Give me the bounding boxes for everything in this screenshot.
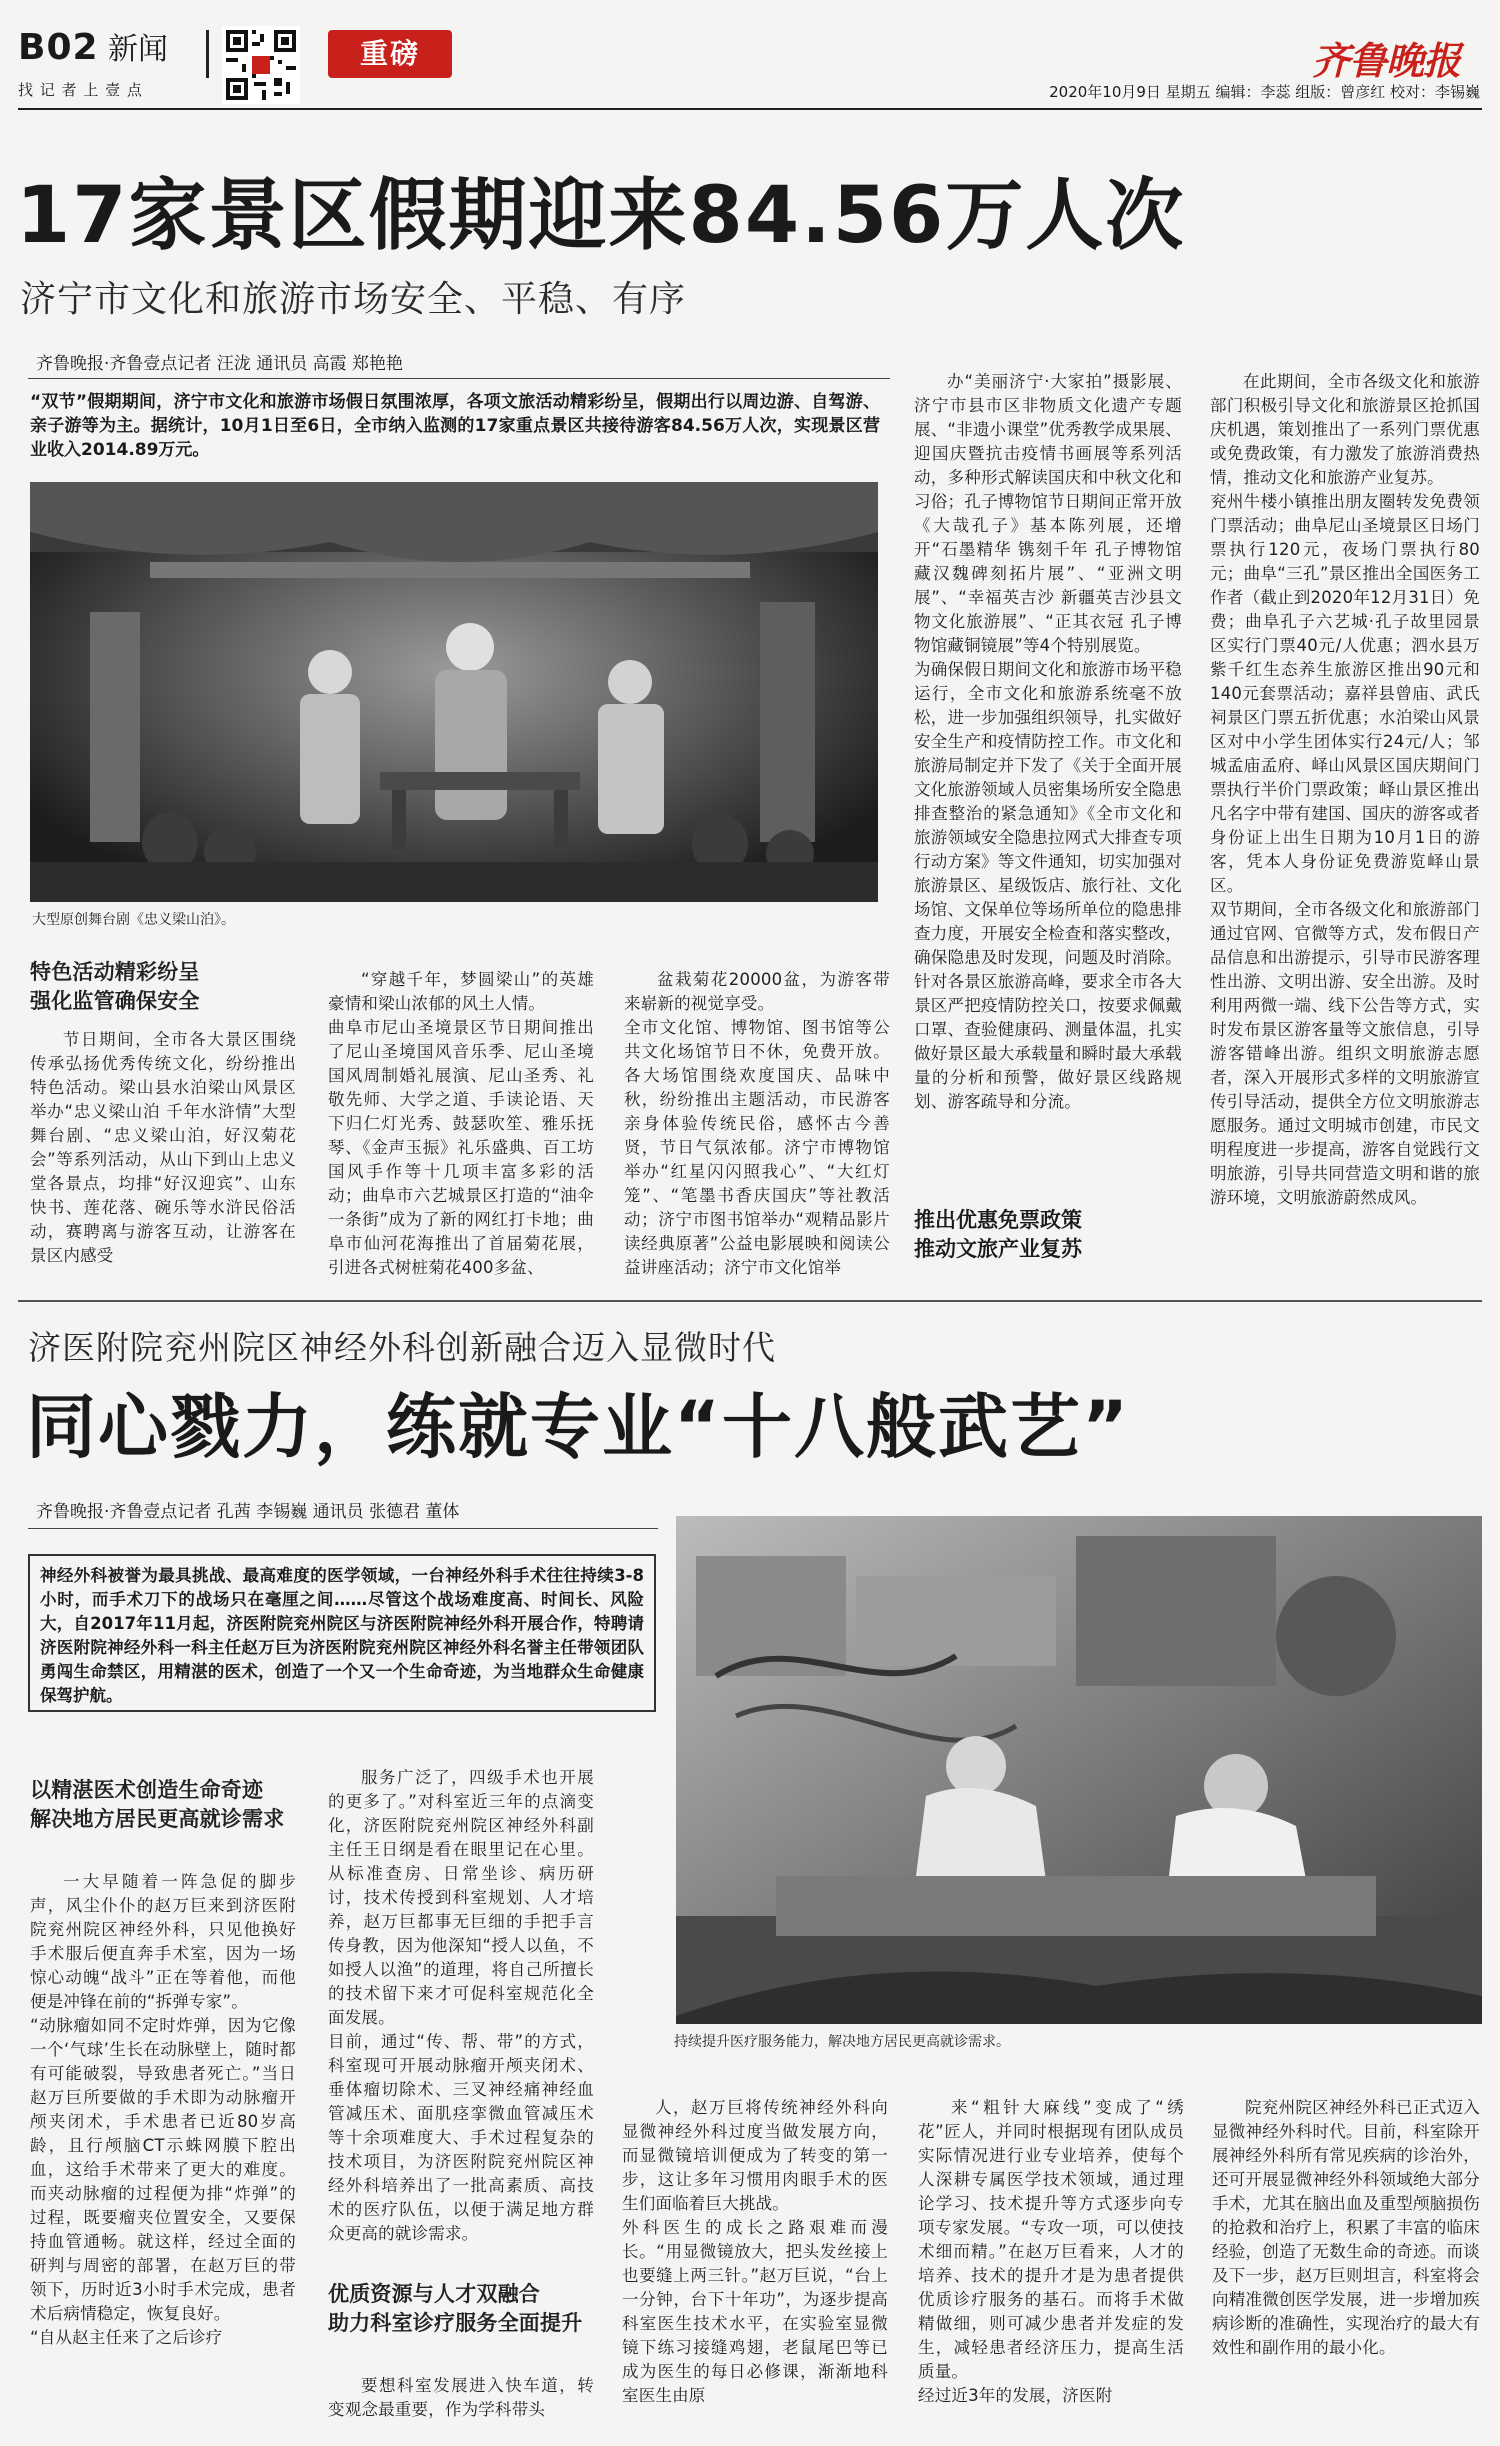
tag-label: 重磅: [359, 37, 420, 70]
story1-col2: [328, 944, 594, 1304]
story2-col4: [918, 2072, 1184, 2432]
page-code: B02: [18, 27, 99, 68]
story2-lead-box: [28, 1554, 656, 1712]
story1-lead: “双节”假期期间，济宁市文化和旅游市场假日氛围浓厚，各项文旅活动精彩纷呈，假期出行以周边游、自驾游、亲子游等为主。据统计，10月1日至6日，全市纳入监测的17家重点景区共接待游客84.56万人次，实现景区营业收入2014.89万元。: [30, 392, 880, 460]
stage-photo: [30, 482, 878, 902]
story2-kicker: 济医附院兖州院区神经外科创新融合迈入显微时代: [28, 1328, 776, 1367]
story2-byline-rule: [28, 1528, 658, 1529]
story1-col5: [1210, 346, 1480, 1234]
story1-subhead-b: 推出优惠免票政策 推动文旅产业复苏: [914, 1208, 1082, 1261]
story1-subhead: 济宁市文化和旅游市场安全、平稳、有序: [20, 279, 687, 320]
story1-subhead-a: 特色活动精彩纷呈 强化监管确保安全: [30, 960, 200, 1013]
section-divider: [18, 1300, 1482, 1302]
story1-col1: [30, 948, 296, 1268]
story1-col5-text: 在此期间，全市各级文化和旅游部门积极引导文化和旅游景区抢抓国庆机遇，策划推出了一系列门票优惠或免费政策，有力激发了旅游消费热情，推动文化和旅游产业复苏。 兖州牛楼小镇推出朋友圈转发免费领门票活动；曲阜尼山圣境景区日场门票执行120元，夜场门票执行80元；曲阜“三孔”景区推出全国医务工作者（截止到2020年12月31日）免费；曲阜孔子六艺城·孔子故里园景区实行门票40元/人优惠；泗水县万紫千红生态养生旅游区推出90元和140元套票活动；嘉祥县曾庙、武氏祠景区门票五折优惠；水泊梁山风景区对中小学生团体实行24元/人；邹城孟庙孟府、峄山风景区国庆期间门票执行半价门票政策；峄山景区推出凡名字中带有建国、国庆的游客或者身份证上出生日期为10月1日的游客，凭本人身份证免费游览峄山景区。 双节期间，全市各级文化和旅游部门通过官网、官微等方式，发布假日产品信息和出游提示，引导市民游客理性出游、文明出游、安全出游。及时利用两微一端、线下公告等方式，实时发布景区游客量等文旅信息，引导游客错峰出游。组织文明旅游志愿者，深入开展形式多样的文明旅游宣传引导活动，提供全方位文明旅游志愿服务。通过文明城市创建，市民文明程度进一步提高，游客自觉践行文明旅游，引导共同营造文明和谐的旅游环境，文明旅游蔚然成风。: [1210, 372, 1480, 1207]
story2-col1: [30, 1752, 296, 2374]
story2-headline: 同心戮力，练就专业“十八般武艺”: [26, 1386, 1131, 1468]
story2-col2: [328, 1742, 594, 2446]
header-rule: [18, 108, 1482, 110]
story2-col3-text: 人，赵万巨将传统神经外科向显微神经外科过度当做发展方向，而显微镜培训便成为了转变的第一步，这让多年习惯用肉眼手术的医生们面临着巨大挑战。 外科医生的成长之路艰难而漫长。“用显微镜放大，把头发丝接上也要缝上两三针。”赵万巨说，“台上一分钟，台下十年功”，为逐步提高科室医生技术水平，在实验室显微镜下练习接缝鸡翅，老鼠尾巴等已成为医生的每日必修课，渐渐地科室医生由原: [622, 2098, 888, 2405]
story1-col1-text: 节日期间，全市各大景区围绕传承弘扬优秀传统文化，纷纷推出特色活动。梁山县水泊梁山风景区举办“忠义梁山泊 千年水浒情”大型舞台剧、“忠义梁山泊，好汉菊花会”等系列活动，从山下到山上忠义堂各景点，均排“好汉迎宾”、山东快书、莲花落、碗乐等水浒民俗活动，赛聘离与游客互动，让游客在景区内感受: [30, 1030, 296, 1265]
story1-col4: [914, 346, 1182, 1138]
story2-col4-text: 来“粗针大麻线”变成了“绣花”匠人，并同时根据现有团队成员实际情况进行业专业培养，使每个人深耕专属医学技术领域，通过理论学习、技术提升等方式逐步向专项专家发展。“专攻一项，可以使技术细而精。”在赵万巨看来，人才的培养、技术的提升才是为患者提供优质诊疗服务的基石。而将手术做精做细，则可减少患者并发症的发生，减轻患者经济压力，提高生活质量。 经过近3年的发展，济医附: [918, 2098, 1184, 2405]
story2-col5: [1212, 2072, 1480, 2384]
section-name: 新闻: [108, 32, 168, 67]
story1-col3-text: 盆栽菊花20000盆，为游客带来崭新的视觉享受。 全市文化馆、博物馆、图书馆等公共文化场馆节日不休，免费开放。各大场馆围绕欢度国庆、品味中秋，纷纷推出主题活动，市民游客亲身体验传统民俗，感怀古今善贤，节日气氛浓郁。济宁市博物馆举办“红星闪闪照我心”、“大红灯笼”、“笔墨书香庆国庆”等社教活动；济宁市图书馆举办“观精品影片 读经典原著”公益电影展映和阅读公益讲座活动；济宁市文化馆举: [624, 970, 890, 1277]
story1-col4-text: 办“美丽济宁·大家拍”摄影展、济宁市县市区非物质文化遗产专题展、“非遗小课堂”优秀教学成果展、迎国庆暨抗击疫情书画展等系列活动，多种形式解读国庆和中秋文化和习俗；孔子博物馆节日期间正常开放《大哉孔子》基本陈列展，还增开“石墨精华 镌刻千年 孔子博物馆藏汉魏碑刻拓片展”、“亚洲文明展”、“幸福英吉沙 新疆英吉沙县文物文化旅游展”、“正其衣冠 孔子博物馆藏铜镜展”等4个特别展览。 为确保假日期间文化和旅游市场平稳运行，全市文化和旅游系统毫不放松，进一步加强组织领导，扎实做好安全生产和疫情防控工作。市文化和旅游局制定并下发了《关于全面开展文化旅游领域人员密集场所安全隐患排查整治的紧急通知》《全市文化和旅游领域安全隐患拉网式大排查专项行动方案》等文件通知，切实加强对旅游景区、星级饭店、旅行社、文化场馆、文保单位等场所单位的隐患排查力度，开展安全检查和落实整改，确保隐患及时发现，问题及时消除。针对各景区旅游高峰，要求全市各大景区严把疫情防控关口，按要求佩戴口罩、查验健康码、测量体温，扎实做好景区最大承载量和瞬时最大承载量的分析和预警，做好景区线路规划、游客疏导和分流。: [914, 372, 1182, 1111]
surgery-photo: [676, 1516, 1482, 2024]
story1-byline-rule: [28, 378, 890, 379]
story2-col5-text: 院兖州院区神经外科已正式迈入显微神经外科时代。目前，科室除开展神经外科所有常见疾病的诊治外，还可开展显微神经外科领域绝大部分手术，尤其在脑出血及重型颅脑损伤的抢救和治疗上，积累了丰富的临床经验，创造了无数生命的奇迹。而谈及下一步，赵万巨则坦言，科室将会向精准微创医学发展，进一步增加疾病诊断的准确性，实现治疗的最大有效性和副作用的最小化。: [1212, 2098, 1480, 2357]
surgery-photo-caption: 持续提升医疗服务能力，解决地方居民更高就诊需求。: [674, 2034, 1010, 2050]
stage-photo-caption: 大型原创舞台剧《忠义梁山泊》。: [32, 912, 235, 928]
date-line: 2020年10月9日 星期五 编辑：李蕊 组版：曾彦红 校对：李锡巍: [1049, 83, 1480, 101]
story1-col2-text: “穿越千年，梦圆梁山”的英雄豪情和梁山浓郁的风土人情。 曲阜市尼山圣境景区节日期间推出了尼山圣境国风音乐季、尼山圣境国风周制婚礼展演、尼山圣秀、礼敬先师、大学之道、手读论语、天下归仁灯光秀、鼓瑟吹笙、雅乐抚琴、《金声玉振》礼乐盛典、百工坊国风手作等十几项丰富多彩的活动；曲阜市六艺城景区打造的“油伞一条街”成为了新的网红打卡地；曲阜市仙河花海推出了首届菊花展，引进各式树桩菊花400多盆、: [328, 970, 594, 1277]
story2-lead: 神经外科被誉为最具挑战、最高难度的医学领域，一台神经外科手术往往持续3-8小时，而手术刀下的战场只在毫厘之间……尽管这个战场难度高、时间长、风险大，自2017年11月起，济医附院兖州院区与济医附院神经外科开展合作，特聘请济医附院神经外科一科主任赵万巨为济医附院兖州院区神经外科名誉主任带领团队勇闯生命禁区，用精湛的医术，创造了一个又一个生命奇迹，为当地群众生命健康保驾护航。: [40, 1566, 644, 1705]
story2-subhead-a: 以精湛医术创造生命奇迹 解决地方居民更高就诊需求: [30, 1778, 285, 1831]
story2-byline: 齐鲁晚报·齐鲁壹点记者 孔茜 李锡巍 通讯员 张德君 董体: [36, 1502, 460, 1522]
story2-col1-text: 一大早随着一阵急促的脚步声，风尘仆仆的赵万巨来到济医附院兖州院区神经外科，只见他换好手术服后便直奔手术室，因为一场惊心动魄“战斗”正在等着他，而他便是冲锋在前的“拆弹专家”。 “动脉瘤如同不定时炸弹，因为它像一个‘气球’生长在动脉壁上，随时都有可能破裂，导致患者死亡。”当日赵万巨所要做的手术即为动脉瘤开颅夹闭术，手术患者已近80岁高龄，且行颅脑CT示蛛网膜下腔出血，这给手术带来了更大的难度。而夹动脉瘤的过程便为排“炸弹”的过程，既要瘤夹位置安全，又要保持血管通畅。就这样，经过全面的研判与周密的部署，在赵万巨的带领下，历时近3小时手术完成，患者术后病情稳定，恢复良好。 “自从赵主任来了之后诊疗: [30, 1872, 296, 2347]
slogan: 找 记 者 上 壹 点: [18, 81, 143, 99]
story2-col2-tail: 要想科室发展进入快车道，转变观念最重要，作为学科带头: [328, 2376, 594, 2419]
qr-code-icon: [222, 26, 300, 104]
masthead-logo: 齐鲁晚报: [1312, 38, 1461, 83]
story2-col3: [622, 2072, 888, 2432]
story1-byline: 齐鲁晚报·齐鲁壹点记者 汪泷 通讯员 高霞 郑艳艳: [36, 354, 404, 374]
story1-headline: 17家景区假期迎来84.56万人次: [16, 171, 1186, 261]
story2-col2-text: 服务广泛了，四级手术也开展的更多了。”对科室近三年的点滴变化，济医附院兖州院区神经外科副主任王日纲是看在眼里记在心里。从标准查房、日常坐诊、病历研讨，技术传授到科室规划、人才培养，赵万巨都事无巨细的手把手言传身教，因为他深知“授人以鱼，不如授人以渔”的道理，将自己所擅长的技术留下来才可促科室规范化全面发展。 目前，通过“传、帮、带”的方式，科室现可开展动脉瘤开颅夹闭术、垂体瘤切除术、三叉神经痛神经血管减压术、面肌痉挛微血管减压术等十余项难度大、手术过程复杂的技术项目，为济医附院兖州院区神经外科培养出了一批高素质、高技术的医疗队伍，以便于满足地方群众更高的就诊需求。: [328, 1768, 594, 2243]
header-divider-vertical: [206, 30, 209, 78]
story1-col3: [624, 944, 890, 1304]
story2-subhead-b: 优质资源与人才双融合 助力科室诊疗服务全面提升: [328, 2282, 583, 2335]
